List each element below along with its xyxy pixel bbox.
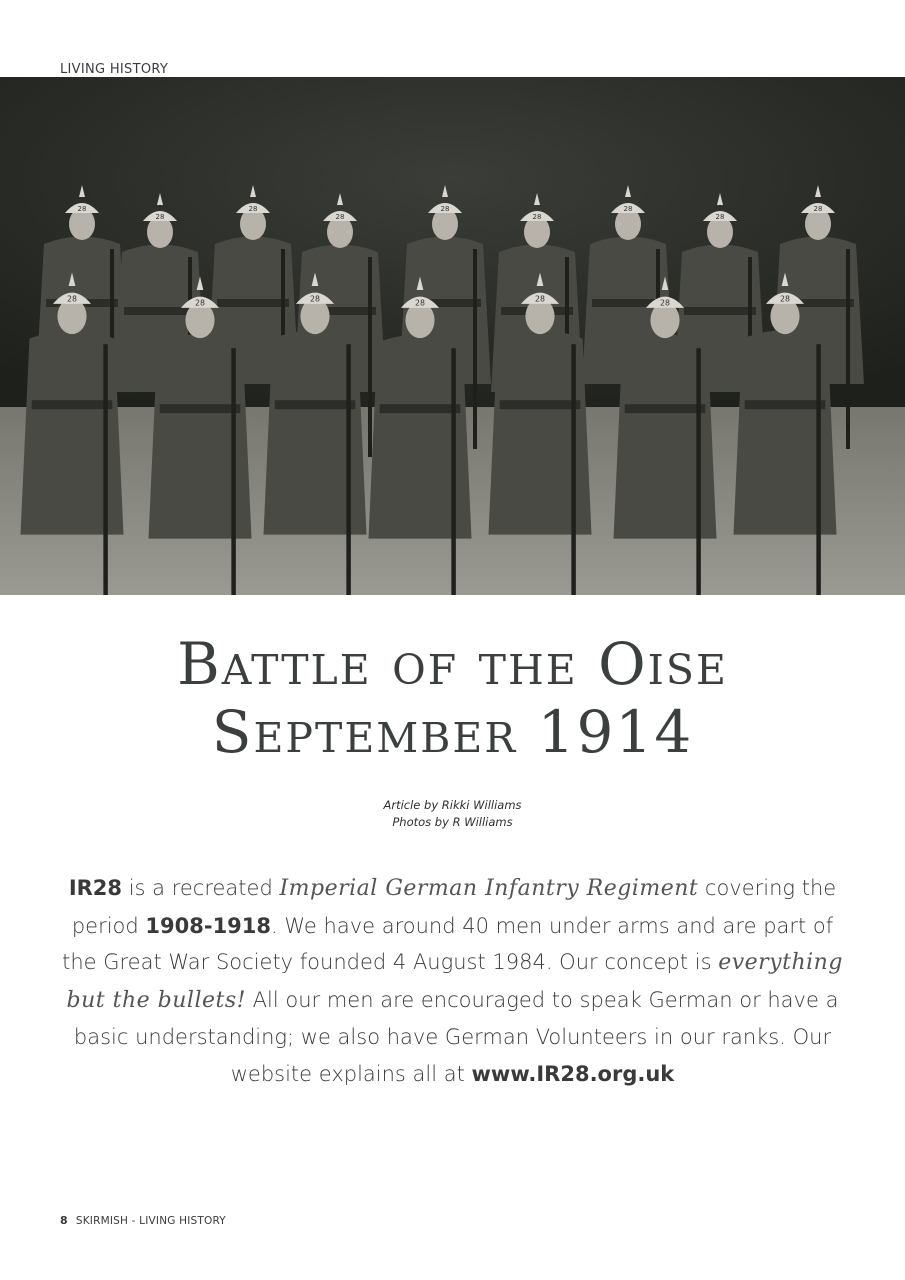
credits — [0, 797, 905, 831]
soldier-body — [20, 330, 123, 534]
period: 1908-1918 — [145, 913, 272, 938]
photo-credit: Photos by R Williams — [392, 815, 513, 829]
helmet-number: 28 — [440, 205, 450, 213]
soldier-belt — [500, 400, 581, 409]
soldier-belt — [380, 404, 461, 413]
helmet-number: 28 — [155, 213, 165, 221]
soldier-body — [613, 334, 716, 538]
helmet-number: 28 — [780, 294, 790, 304]
helmet-number: 28 — [813, 205, 823, 213]
helmet-number: 28 — [248, 205, 258, 213]
soldier-body — [368, 334, 471, 538]
article-credit: Article by Rikki Williams — [383, 798, 522, 812]
soldier-belt — [745, 400, 826, 409]
helmet-number: 28 — [67, 294, 77, 304]
soldier-belt — [684, 307, 756, 315]
rifle — [231, 348, 235, 595]
rifle — [368, 257, 372, 457]
helmet-number: 28 — [415, 298, 425, 308]
helmet-number: 28 — [532, 213, 542, 221]
title-line-2: September 1914 — [211, 698, 694, 766]
helmet-number: 28 — [310, 294, 320, 304]
helmet-number: 28 — [715, 213, 725, 221]
rifle — [103, 344, 107, 595]
rifle — [451, 348, 455, 595]
soldier-belt — [32, 400, 113, 409]
soldier-body — [263, 330, 366, 534]
soldier-body — [488, 330, 591, 534]
helmet-number: 28 — [77, 205, 87, 213]
helmet-number: 28 — [195, 298, 205, 308]
page-number: 8 — [60, 1214, 68, 1227]
page-footer — [60, 1214, 226, 1227]
article-title — [0, 630, 905, 766]
soldier-body — [733, 330, 836, 534]
rifle — [473, 249, 477, 449]
publication-name: SKIRMISH - LIVING HISTORY — [75, 1215, 226, 1227]
regiment-name: IR28 — [68, 876, 123, 900]
helmet-number: 28 — [660, 298, 670, 308]
intro-text: . We have around 40 men under arms and are part of the Great War Society founded 4 August 1984. Our concept is — [62, 913, 834, 974]
rifle — [846, 249, 850, 449]
group-photo — [0, 77, 905, 595]
soldier-belt — [217, 299, 289, 307]
intro-text: is a recreated — [122, 876, 280, 900]
intro-text: All our men are encouraged to speak German or have a basic understanding; we also have German Volunteers in our ranks. Our website explains all at — [73, 987, 839, 1086]
soldier-belt — [625, 404, 706, 413]
soldier-belt — [275, 400, 356, 409]
helmet-number: 28 — [623, 205, 633, 213]
rifle — [816, 344, 820, 595]
soldiers-illustration — [0, 77, 905, 595]
concept-motto: everything but the bullets! — [66, 950, 843, 1013]
rifle — [346, 344, 350, 595]
helmet-number: 28 — [535, 294, 545, 304]
soldier-belt — [160, 404, 241, 413]
title-line-1: Battle of the Oise — [177, 630, 728, 698]
soldier-body — [148, 334, 251, 538]
intro-text: covering the period — [71, 876, 837, 938]
website-link[interactable]: www.IR28.org.uk — [471, 1061, 675, 1086]
regiment-full-name: Imperial German Infantry Regiment — [279, 876, 699, 901]
intro-paragraph — [60, 870, 845, 1092]
rifle — [571, 344, 575, 595]
helmet-number: 28 — [335, 213, 345, 221]
soldier-belt — [124, 307, 196, 315]
section-label: LIVING HISTORY — [60, 62, 169, 77]
rifle — [696, 348, 700, 595]
